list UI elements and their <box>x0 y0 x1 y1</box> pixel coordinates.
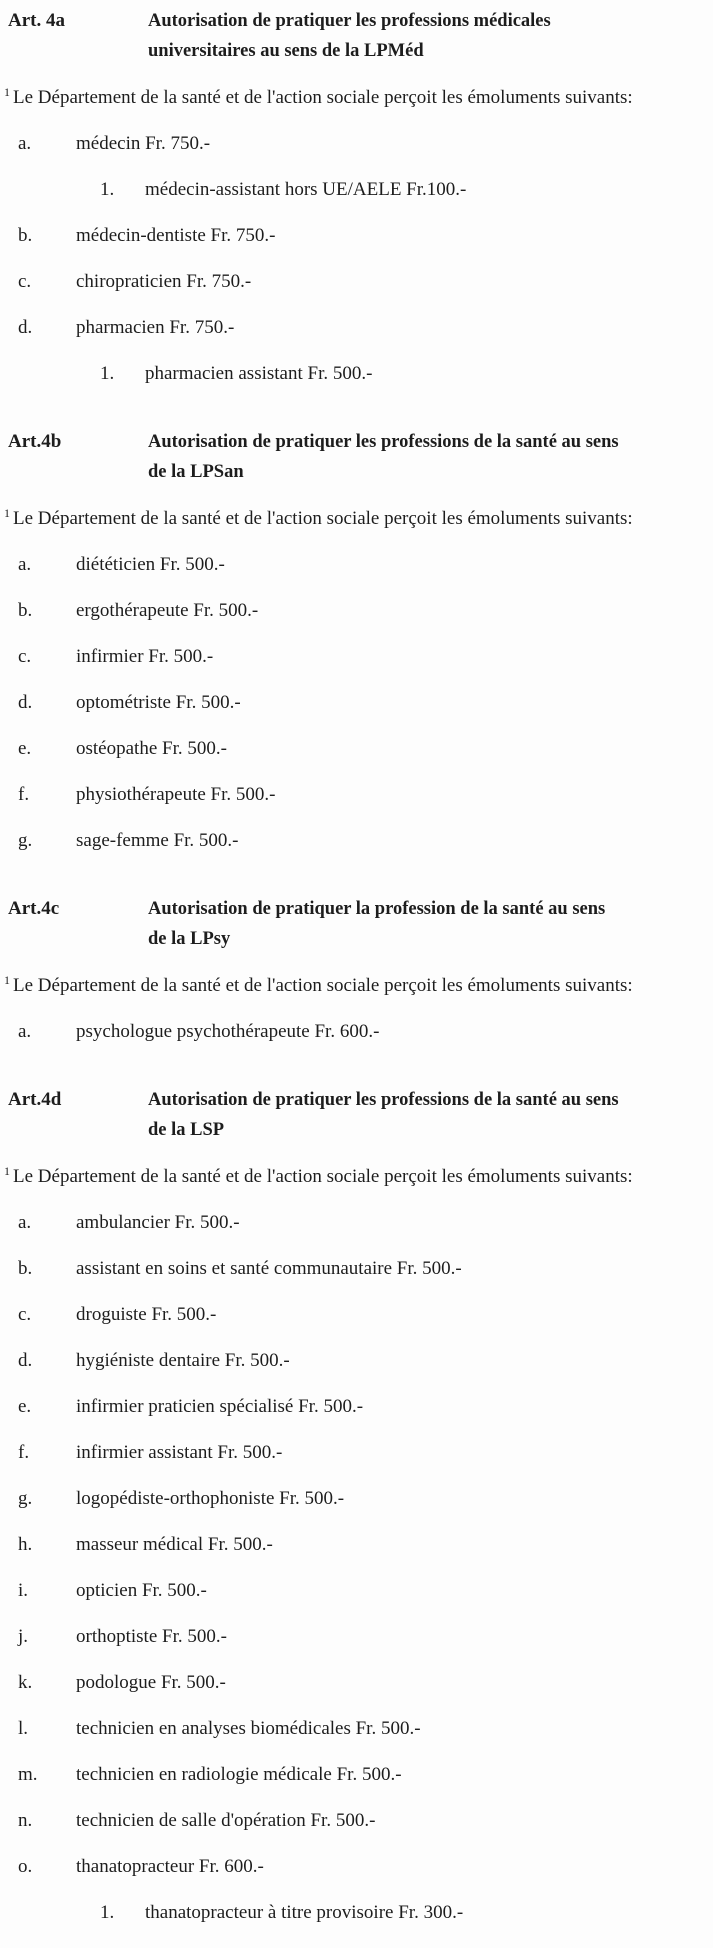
list-item <box>0 691 709 714</box>
article-title <box>148 427 619 487</box>
article-label: Art.4d <box>8 1089 62 1110</box>
list-item <box>0 1671 709 1694</box>
item-text: physiothérapeute Fr. 500.- <box>76 784 276 805</box>
item-marker: b. <box>18 225 33 246</box>
intro-text: Le Département de la santé et de l'action sociale perçoit les émoluments suivants: <box>13 508 633 529</box>
list-item <box>0 224 709 247</box>
article-4d <box>0 1085 709 1924</box>
item-marker: 1. <box>100 1902 115 1923</box>
item-marker: a. <box>18 1212 32 1233</box>
article-title <box>148 894 605 954</box>
article-title <box>148 1085 619 1145</box>
article-heading <box>0 894 709 954</box>
list-item <box>0 599 709 622</box>
article-title-line: de la LPsy <box>148 929 231 949</box>
item-text: médecin Fr. 750.- <box>76 133 211 154</box>
item-text: ergothérapeute Fr. 500.- <box>76 600 259 621</box>
item-text: opticien Fr. 500.- <box>76 1580 207 1601</box>
intro-paragraph <box>0 974 709 997</box>
intro-paragraph <box>0 86 709 109</box>
article-title-line: Autorisation de pratiquer la profession de la santé au sens <box>148 899 606 919</box>
item-text: orthoptiste Fr. 500.- <box>76 1626 227 1647</box>
item-text: technicien de salle d'opération Fr. 500.- <box>76 1810 376 1831</box>
item-text: hygiéniste dentaire Fr. 500.- <box>76 1350 290 1371</box>
list-item <box>0 1257 709 1280</box>
article-heading <box>0 427 709 487</box>
item-marker: a. <box>18 554 32 575</box>
article-title-line: universitaires au sens de la LPMéd <box>148 41 424 61</box>
list-item <box>0 1395 709 1418</box>
item-text: pharmacien Fr. 750.- <box>76 317 235 338</box>
item-text: masseur médical Fr. 500.- <box>76 1534 273 1555</box>
article-title-line: de la LSP <box>148 1120 225 1140</box>
item-text: médecin-dentiste Fr. 750.- <box>76 225 276 246</box>
list-item <box>0 1441 709 1464</box>
list-item <box>0 737 709 760</box>
item-text: thanatopracteur à titre provisoire Fr. 300.- <box>145 1902 464 1923</box>
intro-paragraph <box>0 507 709 530</box>
list-subitem <box>0 1901 709 1924</box>
item-marker: b. <box>18 1258 33 1279</box>
item-marker: b. <box>18 600 33 621</box>
item-marker: j. <box>18 1626 29 1647</box>
item-marker: l. <box>18 1718 29 1739</box>
footnote-marker: 1 <box>4 1163 10 1178</box>
item-marker: a. <box>18 1021 32 1042</box>
article-label: Art. 4a <box>8 10 65 31</box>
item-text: pharmacien assistant Fr. 500.- <box>145 363 373 384</box>
footnote-marker: 1 <box>4 505 10 520</box>
item-text: technicien en radiologie médicale Fr. 500.- <box>76 1764 402 1785</box>
item-marker: i. <box>18 1580 29 1601</box>
footnote-marker: 1 <box>4 972 10 987</box>
item-text: infirmier praticien spécialisé Fr. 500.- <box>76 1396 364 1417</box>
list-item <box>0 132 709 155</box>
item-marker: a. <box>18 133 32 154</box>
intro-paragraph <box>0 1165 709 1188</box>
list-item <box>0 1533 709 1556</box>
list-item <box>0 1855 709 1878</box>
item-marker: h. <box>18 1534 33 1555</box>
item-marker: 1. <box>100 179 115 200</box>
item-marker: m. <box>18 1764 38 1785</box>
item-text: psychologue psychothérapeute Fr. 600.- <box>76 1021 380 1042</box>
list-item <box>0 1303 709 1326</box>
item-text: technicien en analyses biomédicales Fr. 500.- <box>76 1718 421 1739</box>
list-item <box>0 645 709 668</box>
article-title-line: Autorisation de pratiquer les professions de la santé au sens <box>148 432 619 452</box>
list-item <box>0 316 709 339</box>
list-item <box>0 1211 709 1234</box>
article-title-line: Autorisation de pratiquer les professions de la santé au sens <box>148 1090 619 1110</box>
intro-text: Le Département de la santé et de l'action sociale perçoit les émoluments suivants: <box>13 975 633 996</box>
item-marker: d. <box>18 1350 33 1371</box>
list-item <box>0 1717 709 1740</box>
list-item <box>0 1809 709 1832</box>
item-marker: o. <box>18 1856 33 1877</box>
list-item <box>0 553 709 576</box>
item-marker: g. <box>18 1488 33 1509</box>
item-text: logopédiste-orthophoniste Fr. 500.- <box>76 1488 345 1509</box>
item-text: diététicien Fr. 500.- <box>76 554 225 575</box>
list-item <box>0 1020 709 1043</box>
item-text: infirmier Fr. 500.- <box>76 646 214 667</box>
item-text: assistant en soins et santé communautaire Fr. 500.- <box>76 1258 462 1279</box>
item-text: podologue Fr. 500.- <box>76 1672 226 1693</box>
article-heading <box>0 1085 709 1145</box>
list-item <box>0 1763 709 1786</box>
item-marker: d. <box>18 692 33 713</box>
intro-text: Le Département de la santé et de l'action sociale perçoit les émoluments suivants: <box>13 1166 633 1187</box>
article-heading <box>0 6 709 66</box>
list-item <box>0 829 709 852</box>
list-item <box>0 1579 709 1602</box>
list-subitem <box>0 178 709 201</box>
item-text: droguiste Fr. 500.- <box>76 1304 217 1325</box>
item-text: sage-femme Fr. 500.- <box>76 830 239 851</box>
item-marker: f. <box>18 784 30 805</box>
item-marker: 1. <box>100 363 115 384</box>
article-4c <box>0 894 709 1043</box>
article-label: Art.4b <box>8 431 62 452</box>
item-text: chiropraticien Fr. 750.- <box>76 271 252 292</box>
footnote-marker: 1 <box>4 84 10 99</box>
item-marker: e. <box>18 1396 32 1417</box>
list-subitem <box>0 362 709 385</box>
list-item <box>0 1625 709 1648</box>
item-marker: g. <box>18 830 33 851</box>
item-text: optométriste Fr. 500.- <box>76 692 241 713</box>
article-title-line: Autorisation de pratiquer les professions médicales <box>148 11 551 31</box>
list-item <box>0 270 709 293</box>
list-item <box>0 783 709 806</box>
item-text: ostéopathe Fr. 500.- <box>76 738 227 759</box>
item-text: thanatopracteur Fr. 600.- <box>76 1856 264 1877</box>
list-item <box>0 1349 709 1372</box>
item-marker: c. <box>18 1304 32 1325</box>
list-item <box>0 1487 709 1510</box>
item-marker: k. <box>18 1672 33 1693</box>
item-marker: f. <box>18 1442 30 1463</box>
intro-text: Le Département de la santé et de l'action sociale perçoit les émoluments suivants: <box>13 87 633 108</box>
item-marker: c. <box>18 271 32 292</box>
item-marker: c. <box>18 646 32 667</box>
item-marker: d. <box>18 317 33 338</box>
article-4b <box>0 427 709 852</box>
item-marker: e. <box>18 738 32 759</box>
article-label: Art.4c <box>8 898 60 919</box>
item-text: ambulancier Fr. 500.- <box>76 1212 240 1233</box>
article-title <box>148 6 551 66</box>
item-text: infirmier assistant Fr. 500.- <box>76 1442 283 1463</box>
article-4a <box>0 6 709 385</box>
item-marker: n. <box>18 1810 33 1831</box>
item-text: médecin-assistant hors UE/AELE Fr.100.- <box>145 179 467 200</box>
article-title-line: de la LPSan <box>148 462 244 482</box>
